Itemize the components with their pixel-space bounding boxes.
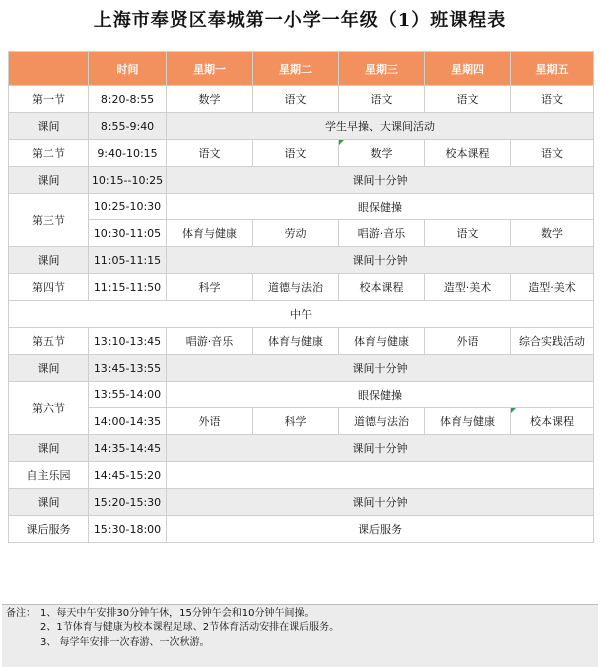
break-2-row (9, 167, 594, 194)
after-school-label: 课后服务 (9, 516, 89, 543)
class-cell: 体育与健康 (339, 328, 425, 355)
class-cell: 数学 (511, 220, 594, 247)
garden-label: 自主乐园 (9, 462, 89, 489)
header-monday: 星期一 (167, 52, 253, 86)
header-row (9, 52, 594, 86)
class-cell: 外语 (425, 328, 511, 355)
break-label: 课间 (9, 167, 89, 194)
period-time: 13:55-14:00 (89, 382, 167, 408)
break-activity: 课间十分钟 (167, 355, 594, 382)
break-1-row (9, 113, 594, 140)
class-text: 数学 (370, 147, 393, 160)
break-time: 14:35-14:45 (89, 435, 167, 462)
period-3-eye-row (9, 194, 594, 220)
break-time: 13:45-13:55 (89, 355, 167, 382)
class-cell: 体育与健康 (425, 408, 511, 435)
period-label: 第一节 (9, 86, 89, 113)
class-cell: 体育与健康 (167, 220, 253, 247)
period-time: 8:20-8:55 (89, 86, 167, 113)
class-cell: 数学 (167, 86, 253, 113)
class-cell: 语文 (167, 140, 253, 167)
class-cell: 造型·美术 (511, 274, 594, 301)
break-time: 8:55-9:40 (89, 113, 167, 140)
header-tuesday: 星期二 (253, 52, 339, 86)
period-label: 第五节 (9, 328, 89, 355)
header-blank (9, 52, 89, 86)
class-cell: 道德与法治 (339, 408, 425, 435)
period-time: 10:25-10:30 (89, 194, 167, 220)
eye-exercise: 眼保健操 (167, 382, 594, 408)
period-time: 10:30-11:05 (89, 220, 167, 247)
break-time: 15:20-15:30 (89, 489, 167, 516)
period-label: 第二节 (9, 140, 89, 167)
garden-activity (167, 462, 594, 489)
break-label: 课间 (9, 113, 89, 140)
class-cell (511, 408, 594, 435)
after-school-row (9, 516, 594, 543)
break-activity: 课间十分钟 (167, 435, 594, 462)
period-1-row (9, 86, 594, 113)
period-time: 13:10-13:45 (89, 328, 167, 355)
note-line: 2、1节体育与健康为校本课程足球、2节体育活动安排在课后服务。 (40, 622, 340, 633)
break-time: 10:15--10:25 (89, 167, 167, 194)
break-7-row (9, 489, 594, 516)
after-school-activity: 课后服务 (167, 516, 594, 543)
note-line: 3、 每学年安排一次春游、一次秋游。 (40, 637, 210, 648)
break-activity: 课间十分钟 (167, 247, 594, 274)
page-title: 上海市奉贤区奉城第一小学一年级（1）班课程表 (93, 10, 507, 31)
after-school-time: 15:30-18:00 (89, 516, 167, 543)
class-cell: 外语 (167, 408, 253, 435)
period-time: 9:40-10:15 (89, 140, 167, 167)
break-label: 课间 (9, 355, 89, 382)
noon-row (9, 301, 594, 328)
break-label: 课间 (9, 489, 89, 516)
class-cell: 体育与健康 (253, 328, 339, 355)
period-time: 11:15-11:50 (89, 274, 167, 301)
period-6-row (9, 408, 594, 435)
period-label: 第三节 (9, 194, 89, 247)
class-cell: 科学 (253, 408, 339, 435)
schedule-table (8, 51, 594, 543)
period-label: 第四节 (9, 274, 89, 301)
class-cell: 唱游·音乐 (339, 220, 425, 247)
period-4-row (9, 274, 594, 301)
break-label: 课间 (9, 247, 89, 274)
break-time: 11:05-11:15 (89, 247, 167, 274)
period-time: 14:00-14:35 (89, 408, 167, 435)
period-2-row (9, 140, 594, 167)
class-cell (339, 140, 425, 167)
break-activity: 课间十分钟 (167, 167, 594, 194)
class-cell: 道德与法治 (253, 274, 339, 301)
class-cell: 语文 (253, 140, 339, 167)
break-6-row (9, 435, 594, 462)
class-cell: 语文 (511, 140, 594, 167)
class-cell: 语文 (339, 86, 425, 113)
class-cell: 综合实践活动 (511, 328, 594, 355)
class-cell: 校本课程 (339, 274, 425, 301)
class-cell: 语文 (253, 86, 339, 113)
break-label: 课间 (9, 435, 89, 462)
eye-exercise: 眼保健操 (167, 194, 594, 220)
class-cell: 科学 (167, 274, 253, 301)
class-cell: 语文 (511, 86, 594, 113)
class-cell: 唱游·音乐 (167, 328, 253, 355)
notes-label: 备注： (6, 608, 36, 619)
header-friday: 星期五 (511, 52, 594, 86)
period-6-eye-row (9, 382, 594, 408)
header-wednesday: 星期三 (339, 52, 425, 86)
class-cell: 语文 (425, 220, 511, 247)
note-line: 1、每天中午安排30分钟午休，15分钟午会和10分钟午间操。 (40, 608, 315, 619)
noon-label: 中午 (9, 301, 594, 328)
class-cell: 语文 (425, 86, 511, 113)
header-time: 时间 (89, 52, 167, 86)
class-cell: 劳动 (253, 220, 339, 247)
class-text: 校本课程 (530, 415, 574, 428)
header-thursday: 星期四 (425, 52, 511, 86)
break-activity: 学生早操、大课间活动 (167, 113, 594, 140)
class-cell: 校本课程 (425, 140, 511, 167)
garden-row (9, 462, 594, 489)
class-cell: 造型·美术 (425, 274, 511, 301)
period-5-row (9, 328, 594, 355)
break-3-row (9, 247, 594, 274)
break-activity: 课间十分钟 (167, 489, 594, 516)
period-label: 第六节 (9, 382, 89, 435)
notes-section (2, 604, 598, 667)
period-3-row (9, 220, 594, 247)
break-5-row (9, 355, 594, 382)
garden-time: 14:45-15:20 (89, 462, 167, 489)
